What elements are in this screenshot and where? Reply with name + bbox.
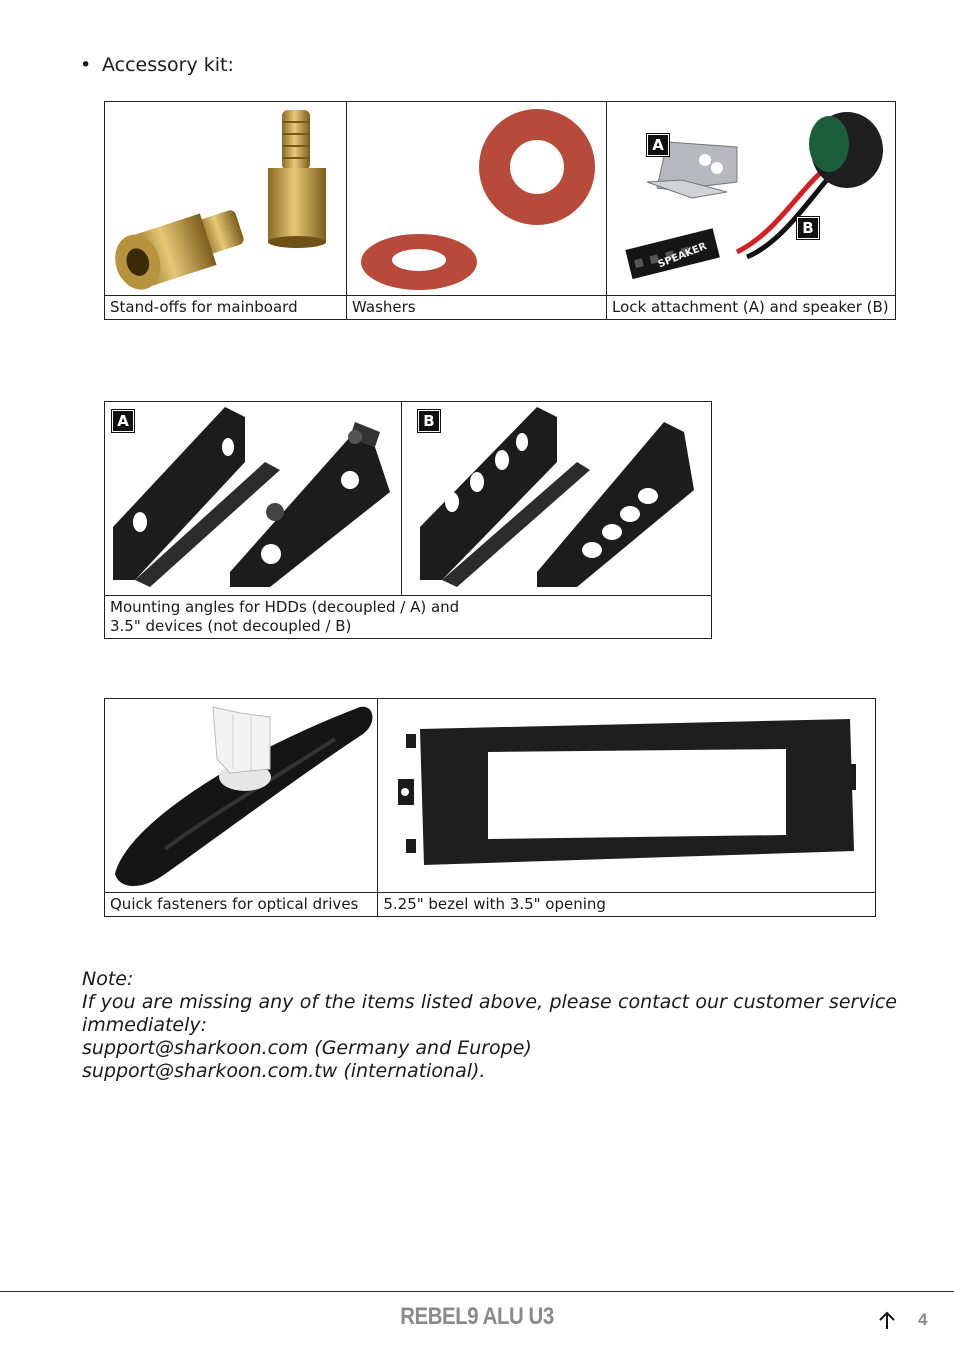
mounting-angles-b-cell — [402, 402, 712, 596]
caption-lock-speaker: Lock attachment (A) and speaker (B) — [607, 296, 896, 320]
badge-b: B — [418, 410, 440, 432]
accessory-kit-label: Accessory kit: — [102, 54, 234, 76]
footer-divider — [0, 1291, 954, 1292]
caption-mounting-angles-line-2: 3.5" devices (not decoupled / B) — [110, 617, 352, 635]
quick-fasteners-photo — [105, 699, 377, 892]
badge-a: A — [647, 134, 669, 156]
mounting-angles-a-photo — [105, 402, 401, 595]
note-line-1: If you are missing any of the items listed above, please contact our customer service — [82, 991, 897, 1013]
support-email-europe[interactable]: support@sharkoon.com (Germany and Europe) — [82, 1037, 532, 1059]
note-heading: Note: — [82, 968, 134, 990]
bezel-photo — [378, 699, 875, 892]
accessory-table-3 — [104, 698, 876, 917]
caption-bezel: 5.25" bezel with 3.5" opening — [378, 893, 876, 917]
accessory-table-2 — [104, 401, 712, 639]
up-arrow-icon[interactable] — [877, 1310, 897, 1330]
footer-product-title: REBEL9 ALU U3 — [400, 1303, 554, 1330]
speaker-connector-label: SPEAKER — [656, 240, 709, 271]
support-email-international[interactable]: support@sharkoon.com.tw (international). — [82, 1060, 486, 1082]
page-number: 4 — [918, 1310, 928, 1329]
lock-speaker-photo-cell — [607, 102, 896, 296]
washers-photo — [347, 102, 606, 295]
caption-mounting-angles — [105, 596, 712, 639]
mounting-angles-a-cell — [105, 402, 402, 596]
washers-photo-cell — [347, 102, 607, 296]
accessory-kit-heading — [80, 54, 234, 76]
quick-fasteners-photo-cell — [105, 699, 378, 893]
missing-items-note — [82, 968, 897, 1083]
bullet-glyph: • — [80, 54, 92, 76]
lock-speaker-photo — [607, 102, 895, 295]
caption-standoffs: Stand-offs for mainboard — [105, 296, 347, 320]
note-line-2: immediately: — [82, 1014, 208, 1036]
caption-quick-fasteners: Quick fasteners for optical drives — [105, 893, 378, 917]
caption-mounting-angles-line-1: Mounting angles for HDDs (decoupled / A) and — [110, 598, 460, 616]
accessory-table-1 — [104, 101, 896, 320]
standoffs-photo-cell — [105, 102, 347, 296]
badge-b: B — [797, 217, 819, 239]
badge-a: A — [112, 410, 134, 432]
standoffs-photo — [105, 102, 346, 295]
mounting-angles-b-photo — [402, 402, 711, 595]
bezel-photo-cell — [378, 699, 876, 893]
caption-washers: Washers — [347, 296, 607, 320]
